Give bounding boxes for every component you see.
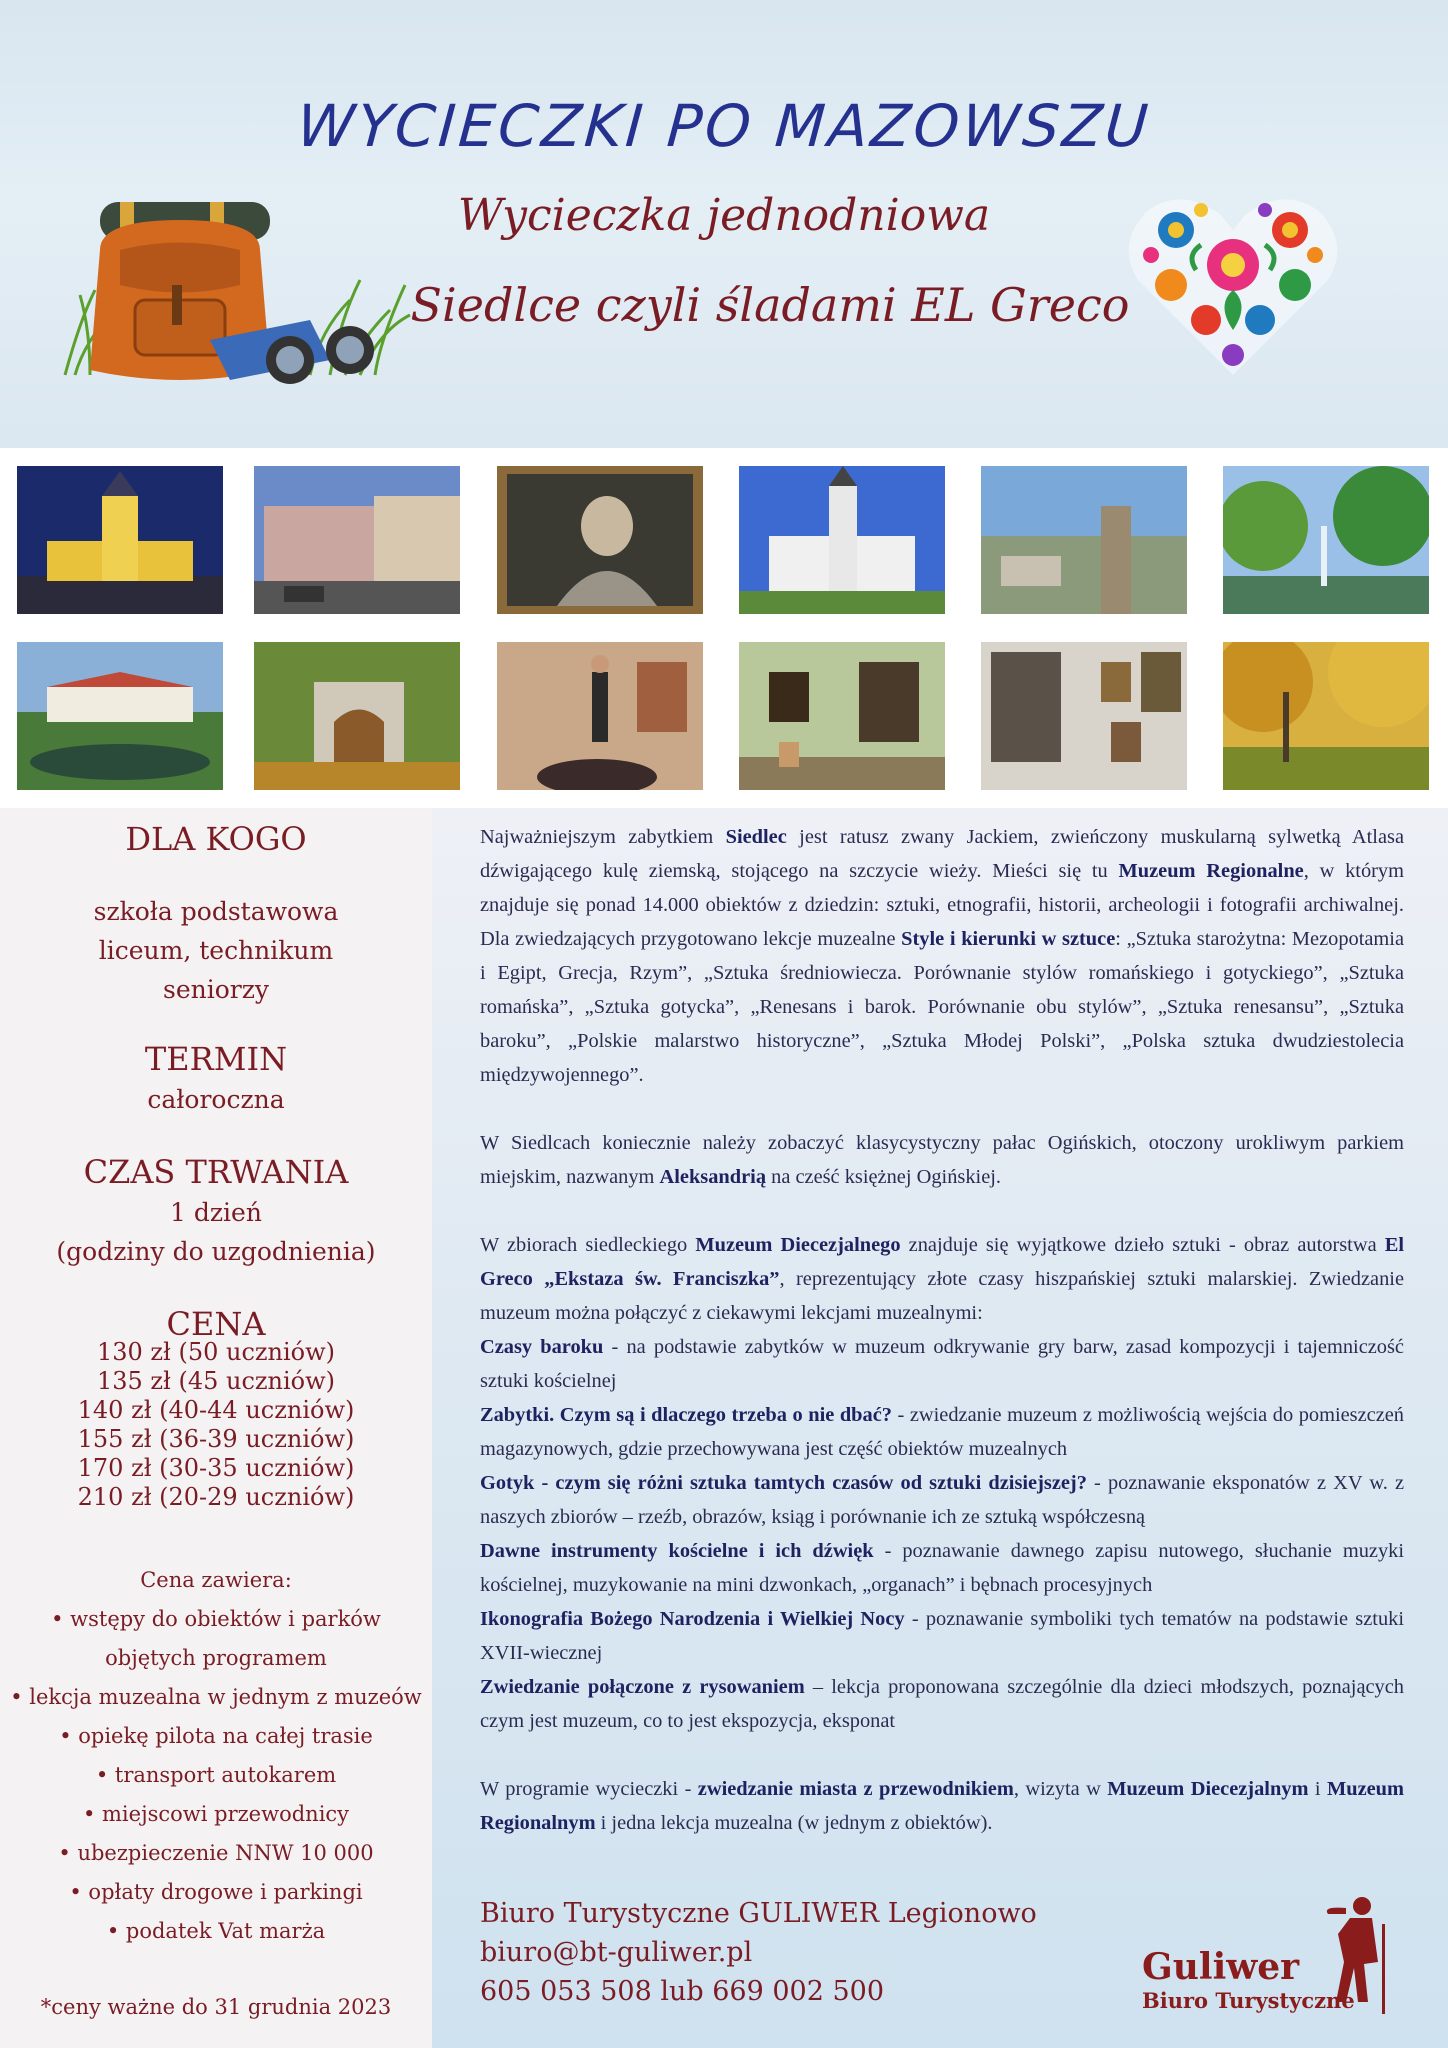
photo-park-fountain: [1223, 466, 1429, 614]
includes-heading: Cena zawiera:: [140, 1568, 292, 1592]
for-whom-item: szkoła podstawowa: [93, 897, 339, 926]
photo-gallery: [0, 448, 1448, 808]
photo-museum-lesson: [497, 642, 703, 790]
includes-item: • lekcja muzealna w jednym z muzeów: [10, 1685, 422, 1709]
includes-item: • miejscowi przewodnicy: [82, 1802, 350, 1826]
trip-type-subtitle: Wycieczka jednodniowa: [457, 190, 991, 241]
trip-info-column: [0, 808, 432, 2048]
logo-tagline: Biuro Turystyczne: [1142, 1988, 1355, 2013]
duration-note: (godziny do uzgodnienia): [56, 1237, 376, 1266]
includes-item: • wstępy do obiektów i parków: [51, 1607, 381, 1631]
paragraph-town-hall: Najważniejszym zabytkiem Siedlec jest ratusz zwany Jackiem, zwieńczony muskularną sylwetką Atlasa dźwigającego kulę ziemską, stojącego na szczycie wieży. Mieści się tu Muzeum Regionalne, w którym znajduje się ponad 14.000 obiektów z dziedzin: sztuki, etnografii, historii, archeologii i fotografii archiwalnej. Dla zwiedzających przygotowano lekcje muzealne Style i kierunki w sztuce: „Sztuka starożytna: Mezopotamia i Egipt, Grecja, Rzym”, „Sztuka średniowiecza. Porównanie stylów romańskiego i gotyckiego”, „Sztuka romańska”, „Sztuka gotycka”, „Renesans i barok. Porównanie obu stylów”, „Sztuka renesansu”, „Sztuka baroku”, „Polskie malarstwo historyczne”, „Sztuka Młodej Polski”, „Polska sztuka dwudziestolecia międzywojennego”.: [480, 826, 1404, 1086]
contact-block: [480, 1894, 1037, 2011]
price-item: 170 zł (30-35 uczniów): [77, 1454, 355, 1482]
price-item: 210 zł (20-29 uczniów): [77, 1483, 355, 1511]
photo-autumn-park: [1223, 642, 1429, 790]
price-item: 130 zł (50 uczniów): [96, 1338, 336, 1366]
photo-park-gate: [254, 642, 460, 790]
for-whom-item: seniorzy: [162, 975, 270, 1004]
includes-item: • opiekę pilota na całej trasie: [59, 1724, 373, 1748]
logo-name: Guliwer: [1142, 1946, 1300, 1988]
header-banner: [0, 0, 1448, 448]
backpack-binoculars-illustration: [60, 190, 440, 390]
price-item: 155 zł (36-39 uczniów): [77, 1425, 355, 1453]
lesson-item: Gotyk - czym się różni sztuka tamtych czasów od sztuki dzisiejszej? - poznawanie eksponatów z XV w. z naszych zbiorów – rzeźb, obrazów, ksiąg i porównanie ich ze sztuką współczesną: [480, 1472, 1404, 1528]
includes-item: • transport autokarem: [95, 1763, 337, 1787]
photo-museum-gallery: [739, 642, 945, 790]
company-name: Biuro Turystyczne GULIWER Legionowo: [480, 1898, 1037, 1929]
duration-value: 1 dzień: [170, 1198, 262, 1227]
includes-item: • podatek Vat marża: [106, 1919, 326, 1943]
includes-item: • opłaty drogowe i parkingi: [69, 1880, 363, 1904]
photo-oginski-palace: [17, 642, 223, 790]
term-heading: TERMIN: [144, 1040, 288, 1078]
photo-city-panorama: [981, 466, 1187, 614]
photo-museum-paintings: [981, 642, 1187, 790]
photo-el-greco-painting: [497, 466, 703, 614]
for-whom-item: liceum, technikum: [98, 936, 334, 965]
price-item: 135 zł (45 uczniów): [96, 1367, 336, 1395]
photo-street-buildings: [254, 466, 460, 614]
includes-item: • ubezpieczenie NNW 10 000: [58, 1841, 374, 1865]
for-whom-heading: DLA KOGO: [125, 820, 307, 858]
folk-heart-illustration: [1126, 190, 1340, 380]
price-list: [0, 1338, 432, 1512]
lesson-item: Zwiedzanie połączone z rysowaniem – lekcja proponowana szczególnie dla dzieci młodszych, poznających czym jest muzeum, co to jest ekspozycja, eksponat: [480, 1676, 1404, 1732]
trip-description: [480, 820, 1404, 1840]
email-link[interactable]: biuro@bt-guliwer.pl: [480, 1937, 753, 1968]
for-whom-list: [0, 892, 432, 1009]
includes-item: objętych programem: [105, 1646, 327, 1670]
lesson-item: Zabytki. Czym są i dlaczego trzeba o nie dbać? - zwiedzanie muzeum z możliwością wejścia do pomieszczeń magazynowych, gdzie przechowywana jest część obiektów muzealnych: [480, 1404, 1404, 1460]
includes-list: [0, 1600, 432, 1951]
lesson-item: Czasy baroku - na podstawie zabytków w muzeum odkrywanie gry barw, zasad kompozycji i tajemniczość sztuki kościelnej: [480, 1336, 1404, 1392]
trip-description-column: [432, 808, 1448, 2048]
guliwer-logo: [1132, 1884, 1422, 2034]
price-validity-note: *ceny ważne do 31 grudnia 2023: [40, 1995, 392, 2019]
price-heading: CENA: [166, 1305, 266, 1343]
lesson-item: Ikonografia Bożego Narodzenia i Wielkiej Nocy - poznawanie symboliki tych tematów na podstawie sztuki XVII-wiecznej: [480, 1608, 1404, 1664]
term-value: całoroczna: [147, 1085, 285, 1114]
paragraph-oginski-palace: W Siedlcach koniecznie należy zobaczyć klasycystyczny pałac Ogińskich, otoczony urokliwym parkiem miejskim, nazwanym Aleksandrią na cześć księżnej Ogińskiej.: [480, 1132, 1404, 1188]
phone-numbers[interactable]: 605 053 508 lub 669 002 500: [480, 1976, 885, 2007]
duration-list: [0, 1193, 432, 1271]
paragraph-diocesan-museum: W zbiorach siedleckiego Muzeum Diecezjalnego znajduje się wyjątkowe dzieło sztuki - obraz autorstwa El Greco „Ekstaza św. Franciszka”, reprezentujący złote czasy hiszpańskiej sztuki malarskiej. Zwiedzanie muzeum można połączyć z ciekawymi lekcjami muzealnymi:: [480, 1234, 1405, 1324]
price-item: 140 zł (40-44 uczniów): [77, 1396, 355, 1424]
trip-name-subtitle: Siedlce czyli śladami EL Greco: [410, 278, 1130, 332]
photo-town-hall-night: [17, 466, 223, 614]
lesson-item: Dawne instrumenty kościelne i ich dźwięk - poznawanie dawnego zapisu nutowego, słuchanie muzyki kościelnej, muzykowanie na mini dzwonkach, „organach” i bębnach procesyjnych: [480, 1540, 1404, 1596]
paragraph-program: W programie wycieczki - zwiedzanie miasta z przewodnikiem, wizyta w Muzeum Diecezjalnym i Muzeum Regionalnym i jedna lekcja muzealna (w jednym z obiektów).: [480, 1778, 1405, 1834]
page-title: WYCIECZKI PO MAZOWSZU: [294, 92, 1154, 160]
duration-heading: CZAS TRWANIA: [83, 1153, 349, 1191]
photo-town-hall-day: [739, 466, 945, 614]
